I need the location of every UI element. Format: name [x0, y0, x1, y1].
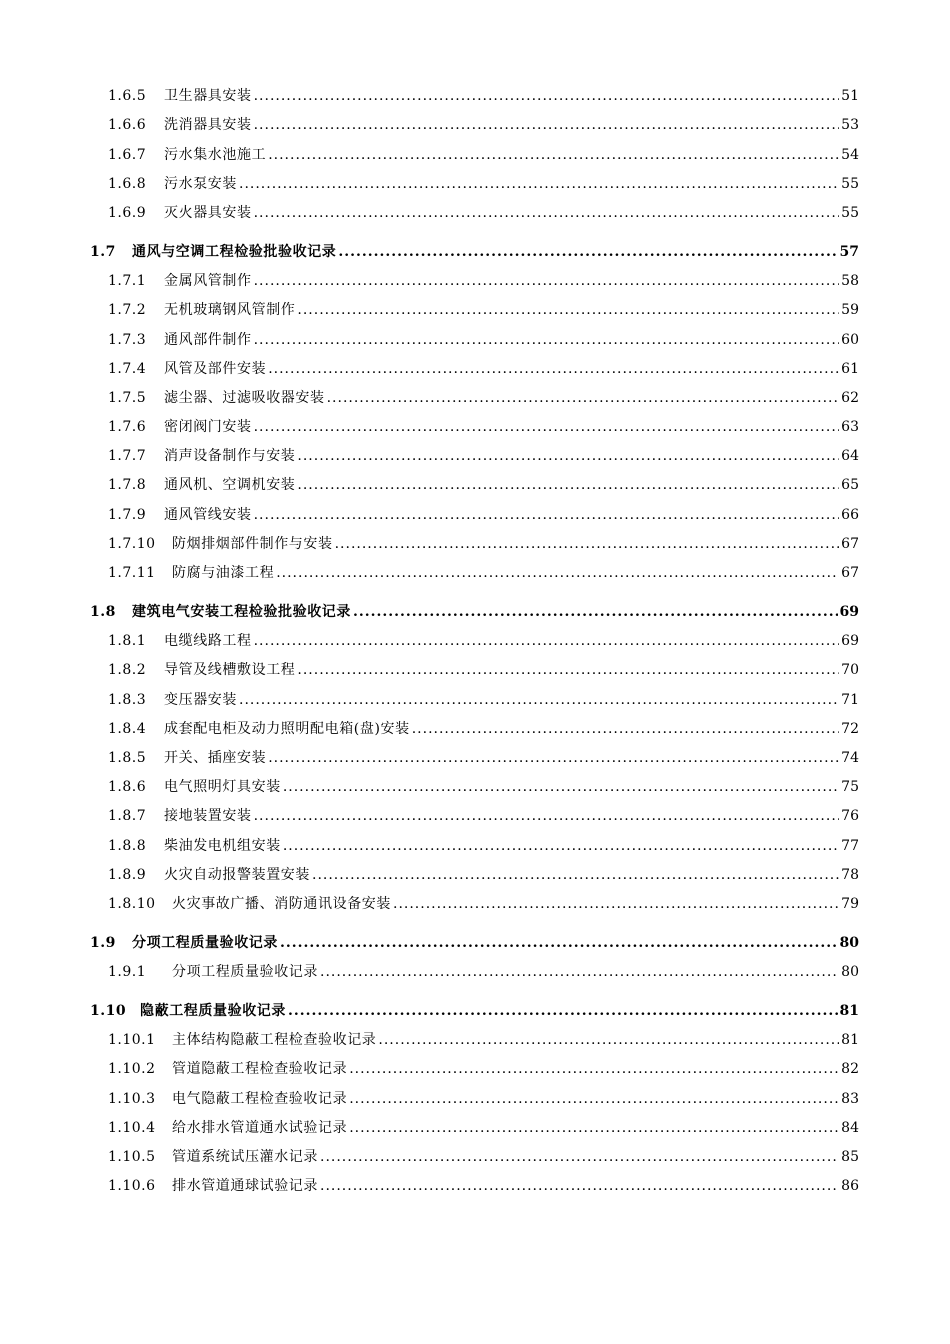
dot-leader [239, 176, 839, 192]
toc-entry[interactable] [0, 413, 950, 442]
toc-entry-number: 1.7.9 [108, 506, 147, 523]
toc-entry-title: 通风机、空调机安装 [164, 477, 296, 494]
toc-entry-page: 66 [841, 506, 859, 523]
toc-entry-number: 1.8.8 [108, 837, 147, 854]
toc-entry-title: 滤尘器、过滤吸收器安装 [164, 389, 325, 406]
toc-entry-number: 1.8.9 [108, 866, 147, 883]
toc-entry[interactable] [0, 1143, 950, 1172]
toc-entry-number: 1.9.1 [108, 964, 147, 981]
dot-leader [297, 662, 839, 678]
toc-entry-title: 火灾自动报警装置安装 [164, 866, 310, 883]
toc-entry[interactable] [0, 861, 950, 890]
toc-entry-page: 82 [841, 1061, 859, 1078]
toc-section-title: 分项工程质量验收记录 [132, 934, 278, 951]
toc-entry-number: 1.7.5 [108, 389, 147, 406]
toc-entry-title: 柴油发电机组安装 [164, 837, 281, 854]
toc-entry-title: 排水管道通球试验记录 [172, 1178, 318, 1195]
toc-entry-number: 1.7.2 [108, 302, 147, 319]
toc-section-page: 69 [839, 604, 859, 620]
toc-entry-title: 通风管线安装 [164, 506, 252, 523]
toc-entry-title: 灭火器具安装 [164, 204, 252, 221]
toc-section-heading[interactable] [0, 228, 950, 267]
toc-section-number: 1.10 [90, 1003, 127, 1020]
dot-leader [412, 721, 839, 737]
toc-entry-title: 防腐与油漆工程 [172, 565, 275, 581]
toc-entry-title: 开关、插座安装 [164, 749, 267, 766]
toc-entry-title: 洗消器具安装 [164, 117, 252, 134]
toc-entry[interactable] [0, 831, 950, 860]
toc-entry-page: 75 [841, 779, 859, 796]
toc-entry-title: 卫生器具安装 [164, 88, 252, 105]
toc-entry-page: 58 [841, 273, 859, 290]
dot-leader [327, 390, 840, 406]
toc-entry-title: 管道系统试压灌水记录 [172, 1149, 318, 1165]
toc-entry-page: 78 [841, 866, 859, 883]
toc-entry-page: 85 [841, 1149, 859, 1165]
toc-entry-title: 密闭阀门安装 [164, 419, 252, 436]
dot-leader [268, 361, 839, 377]
toc-entry[interactable] [0, 267, 950, 296]
toc-entry-title: 风管及部件安装 [164, 360, 267, 377]
toc-entry-title: 电气照明灯具安装 [164, 779, 281, 796]
dot-leader [378, 1032, 839, 1048]
toc-section-heading[interactable] [0, 919, 950, 958]
toc-entry-page: 65 [841, 477, 859, 494]
toc-section-number: 1.7 [90, 243, 116, 260]
toc-entry[interactable] [0, 685, 950, 714]
dot-leader [254, 88, 840, 104]
toc-entry-number: 1.8.4 [108, 720, 147, 737]
toc-entry[interactable] [0, 170, 950, 199]
dot-leader [239, 692, 839, 708]
toc-entry-page: 60 [841, 331, 859, 348]
toc-entry[interactable] [0, 355, 950, 384]
toc-entry-page: 84 [841, 1119, 859, 1136]
toc-entry-number: 1.7.11 [108, 565, 156, 581]
toc-entry-title: 火灾事故广播、消防通讯设备安装 [172, 895, 391, 912]
dot-leader [353, 604, 838, 620]
toc-section-heading[interactable] [0, 987, 950, 1026]
toc-entry[interactable] [0, 111, 950, 140]
toc-entry-number: 1.7.10 [108, 535, 156, 552]
toc-entry-number: 1.8.2 [108, 662, 147, 679]
dot-leader [335, 536, 840, 552]
toc-entry-title: 成套配电柜及动力照明配电箱(盘)安装 [164, 720, 410, 737]
toc-entry-number: 1.6.7 [108, 146, 147, 163]
toc-entry-number: 1.7.1 [108, 273, 147, 290]
toc-entry[interactable] [0, 325, 950, 354]
toc-entry[interactable] [0, 500, 950, 529]
toc-entry-page: 53 [841, 117, 859, 134]
toc-entry-page: 69 [841, 633, 859, 650]
dot-leader [349, 1091, 839, 1107]
toc-entry-title: 通风部件制作 [164, 331, 252, 348]
toc-entry-title: 电气隐蔽工程检查验收记录 [172, 1090, 348, 1107]
dot-leader [254, 419, 840, 435]
toc-entry[interactable] [0, 773, 950, 802]
dot-leader [320, 1178, 839, 1194]
toc-entry-page: 51 [841, 88, 859, 105]
dot-leader [254, 507, 840, 523]
toc-entry-number: 1.10.5 [108, 1149, 156, 1165]
dot-leader [254, 633, 840, 649]
toc-entry-number: 1.8.10 [108, 895, 156, 912]
toc-entry[interactable] [0, 199, 950, 228]
toc-entry-number: 1.10.2 [108, 1061, 156, 1078]
toc-entry-title: 金属风管制作 [164, 273, 252, 290]
toc-entry-number: 1.10.6 [108, 1178, 156, 1195]
toc-entry-page: 67 [841, 565, 859, 581]
toc-entry-number: 1.6.5 [108, 88, 147, 105]
toc-entry-page: 54 [841, 146, 859, 163]
toc-entry-page: 62 [841, 389, 859, 406]
dot-leader [338, 244, 837, 260]
toc-entry[interactable] [0, 958, 950, 987]
toc-entry[interactable] [0, 384, 950, 413]
toc-entry-title: 污水集水池施工 [164, 146, 267, 163]
dot-leader [297, 448, 839, 464]
toc-entry-title: 变压器安装 [164, 691, 237, 708]
toc-entry[interactable] [0, 890, 950, 919]
dot-leader [254, 808, 840, 824]
toc-entry-page: 55 [841, 175, 859, 192]
toc-entry-title: 防烟排烟部件制作与安装 [172, 535, 333, 552]
dot-leader [349, 1120, 839, 1136]
toc-entry-number: 1.10.1 [108, 1032, 156, 1049]
dot-leader [280, 935, 838, 951]
toc-entry-number: 1.7.3 [108, 331, 147, 348]
toc-entry-title: 导管及线槽敷设工程 [164, 662, 296, 679]
toc-entry-number: 1.6.9 [108, 204, 147, 221]
toc-entry[interactable] [0, 744, 950, 773]
toc-entry[interactable] [0, 627, 950, 656]
toc-entry[interactable] [0, 656, 950, 685]
dot-leader [276, 565, 839, 581]
toc-entry-number: 1.7.8 [108, 477, 147, 494]
toc-entry-title: 电缆线路工程 [164, 633, 252, 650]
toc-entry[interactable] [0, 1055, 950, 1084]
toc-section-heading[interactable] [0, 588, 950, 627]
toc-entry-page: 63 [841, 419, 859, 436]
toc-section-number: 1.9 [90, 934, 116, 951]
toc-entry-title: 分项工程质量验收记录 [172, 964, 318, 981]
dot-leader [297, 302, 839, 318]
toc-section-page: 80 [839, 934, 859, 951]
dot-leader [393, 896, 839, 912]
toc-entry-page: 80 [841, 964, 859, 981]
toc-entry[interactable] [0, 442, 950, 471]
toc-entry-title: 给水排水管道通水试验记录 [172, 1119, 348, 1136]
toc-entry-page: 55 [841, 204, 859, 221]
toc-entry[interactable] [0, 1172, 950, 1201]
toc-entry[interactable] [0, 559, 950, 588]
toc-entry-page: 76 [841, 808, 859, 825]
toc-entry-number: 1.10.3 [108, 1090, 156, 1107]
dot-leader [320, 1149, 839, 1165]
dot-leader [283, 838, 839, 854]
toc-entry[interactable] [0, 471, 950, 500]
toc-entry-title: 污水泵安装 [164, 175, 237, 192]
toc-entry[interactable] [0, 140, 950, 169]
toc-section-title: 隐蔽工程质量验收记录 [140, 1003, 286, 1020]
toc-entry[interactable] [0, 1084, 950, 1113]
toc-entry-number: 1.8.1 [108, 633, 147, 650]
toc-entry-title: 接地装置安装 [164, 808, 252, 825]
toc-entry-number: 1.8.7 [108, 808, 147, 825]
toc-entry-number: 1.8.5 [108, 749, 147, 766]
dot-leader [254, 273, 840, 289]
toc-entry-number: 1.8.3 [108, 691, 147, 708]
toc-entry-page: 77 [841, 837, 859, 854]
dot-leader [268, 147, 839, 163]
toc-entry-page: 64 [841, 448, 859, 465]
dot-leader [312, 867, 839, 883]
toc-entry-title: 管道隐蔽工程检查验收记录 [172, 1061, 348, 1078]
toc-entry-number: 1.7.7 [108, 448, 147, 465]
toc-entry-page: 74 [841, 749, 859, 766]
toc-entry-page: 81 [841, 1032, 859, 1049]
dot-leader [254, 117, 840, 133]
toc-entry-number: 1.10.4 [108, 1119, 156, 1136]
dot-leader [254, 332, 840, 348]
toc-entry-number: 1.6.8 [108, 175, 147, 192]
toc-entry[interactable] [0, 82, 950, 111]
toc-entry[interactable] [0, 1026, 950, 1055]
toc-entry-title: 主体结构隐蔽工程检查验收记录 [172, 1032, 377, 1049]
toc-entry-title: 消声设备制作与安装 [164, 448, 296, 465]
toc-entry-page: 83 [841, 1090, 859, 1107]
dot-leader [320, 964, 839, 980]
toc-entry-number: 1.8.6 [108, 779, 147, 796]
toc-entry-title: 无机玻璃钢风管制作 [164, 302, 296, 319]
toc-entry-page: 67 [841, 535, 859, 552]
toc-entry-page: 86 [841, 1178, 859, 1195]
toc-entry-page: 59 [841, 302, 859, 319]
dot-leader [254, 205, 840, 221]
toc-section-page: 81 [839, 1003, 859, 1020]
toc-entry-page: 70 [841, 662, 859, 679]
dot-leader [268, 750, 839, 766]
toc-entry-page: 72 [841, 720, 859, 737]
toc-entry-number: 1.7.6 [108, 419, 147, 436]
toc-entry[interactable] [0, 530, 950, 559]
toc-entry[interactable] [0, 715, 950, 744]
toc-section-number: 1.8 [90, 604, 116, 620]
dot-leader [349, 1061, 839, 1077]
toc-entry-number: 1.7.4 [108, 360, 147, 377]
toc-section-page: 57 [839, 243, 859, 260]
toc-entry[interactable] [0, 802, 950, 831]
toc-section-title: 通风与空调工程检验批验收记录 [132, 243, 337, 260]
toc-entry-page: 61 [841, 360, 859, 377]
dot-leader [288, 1003, 838, 1019]
toc-entry[interactable] [0, 1114, 950, 1143]
toc-section-title: 建筑电气安装工程检验批验收记录 [132, 604, 351, 620]
toc-entry-page: 71 [841, 691, 859, 708]
toc-entry-page: 79 [841, 895, 859, 912]
dot-leader [283, 779, 839, 795]
dot-leader [297, 477, 839, 493]
table-of-contents [0, 82, 950, 1201]
toc-entry-number: 1.6.6 [108, 117, 147, 134]
toc-entry[interactable] [0, 296, 950, 325]
